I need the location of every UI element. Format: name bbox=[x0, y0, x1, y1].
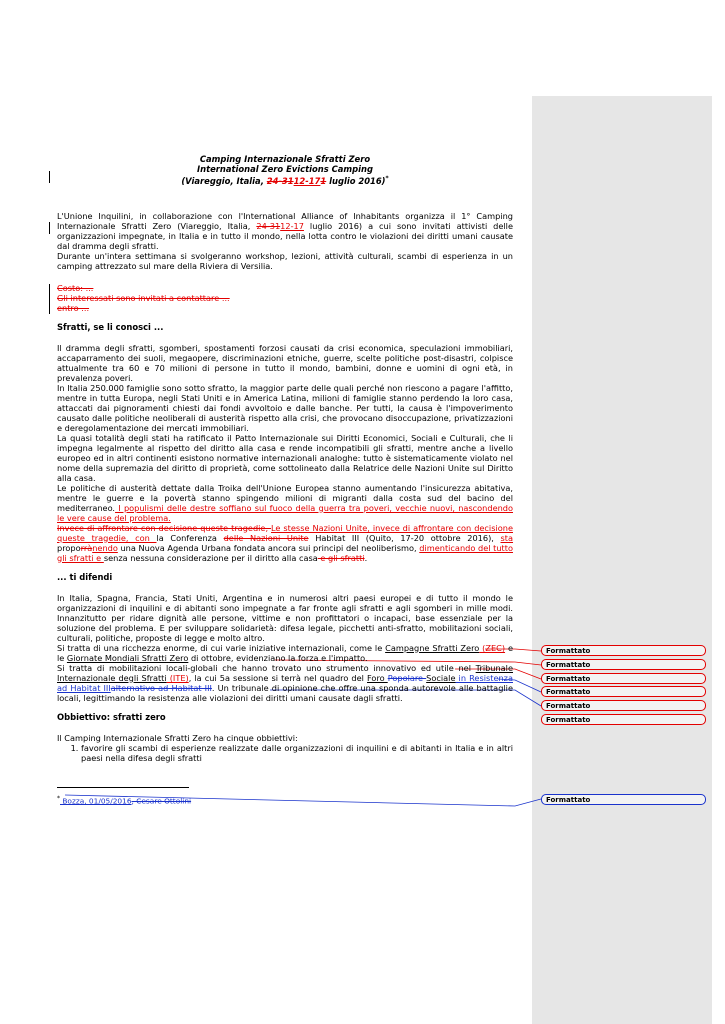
deleted-block: Costo: ... Gli interessati sono invitati a contattare ... entro ... bbox=[57, 282, 230, 313]
intro-paragraph: Durante un'intera settimana si svolgeranno workshop, lezioni, attività culturali, scambi di esperienza in un camping attrezzato sul mare della Riviera di Versilia. bbox=[57, 250, 513, 271]
comment-formattato[interactable]: Formattato bbox=[541, 794, 706, 805]
body-paragraph: Si tratta di mobilitazioni locali-globali che hanno trovato uno strumento innovativo ed utile nel Tribunale Internazionale degli Sfratti (ITE), la cui 5a sessione si terrà nel quadro del Foro Popolare Sociale in Resistenza ad Habitat IIIalternativo ad Habitat III. Un tribunale di opinione che offre una sponda autorevole alle battaglie locali, legittimando la resistenza alle violazioni dei diritti umani causate dagli sfratti. bbox=[57, 662, 513, 703]
section-heading: ... ti difendi bbox=[57, 571, 113, 582]
document-body bbox=[57, 96, 513, 763]
comment-formattato[interactable]: Formattato bbox=[541, 686, 706, 697]
footnote-separator bbox=[57, 787, 189, 788]
body-paragraph: Il dramma degli sfratti, sgomberi, spostamenti forzosi causati da crisi economica, speculazioni immobiliari, accaparramento dei suoli, megaopere, discriminazioni etniche, guerre, scelte politiche post-disastri, colpisce attualmente tra 60 e 70 milioni di persone in tutto il mondo, bambini, donne e uomini di ogni età, in prevalenza poveri. bbox=[57, 342, 513, 383]
body-paragraph: In Italia 250.000 famiglie sono sotto sfratto, la maggior parte delle quali perché non riescono a pagare l'affitto, mentre in tutta Europa, negli Stati Uniti e in America Latina, milioni di famiglie stanno perdendo la loro casa, attaccati dai pignoramenti chiesti dai fondi avvoltoio e dalle banche. Per tutti, la causa è l'impoverimento causato dalle politiche neoliberali di austerità rispetto alla crisi, che provocano disoccupazione, privatizzazioni e deregolamentazione dei mercati immobiliari. bbox=[57, 382, 513, 433]
list-item: 1. favorire gli scambi di esperienze realizzate dalle organizzazioni di inquilini e di abitanti in Italia e in altri paesi nella difesa degli sfratti bbox=[81, 743, 513, 763]
comment-formattato[interactable]: Formattato bbox=[541, 673, 706, 684]
body-paragraph: Si tratta di una ricchezza enorme, di cui varie iniziative internazionali, come le Campagne Sfratti Zero (ZEC) e le Giornate Mondiali Sfratti Zero di ottobre, evidenziano la forza e l'impatto. bbox=[57, 642, 513, 663]
comment-formattato[interactable]: Formattato bbox=[541, 700, 706, 711]
section-heading: Sfratti, se li conosci ... bbox=[57, 321, 164, 332]
title-line-2: International Zero Evictions Camping bbox=[197, 164, 373, 174]
footnote: * Bozza, 01/05/2016, Cesare Ottolini bbox=[57, 795, 192, 806]
body-paragraph: In Italia, Spagna, Francia, Stati Uniti, Argentina e in numerosi altri paesi europei e di tutto il mondo le organizzazioni di inquilini e di abitanti sono impegnate a far fronte agli sfratti e agli sgomberi in mille modi. Innanzitutto per ridare dignità alle persone, vittime e non profittatori o incapaci, base essenziale per la soluzione del problema. E per sviluppare solidarietà: difesa legale, picchetti anti-sfratto, mobilitazioni sociali, culturali, politiche, proposte di legge e molto altro. bbox=[57, 592, 513, 643]
objectives-list bbox=[57, 743, 513, 763]
document-title bbox=[57, 154, 513, 186]
title-line-1: Camping Internazionale Sfratti Zero bbox=[199, 154, 371, 164]
comment-formattato[interactable]: Formattato bbox=[541, 645, 706, 656]
comment-formattato[interactable]: Formattato bbox=[541, 714, 706, 725]
body-paragraph: Il Camping Internazionale Sfratti Zero ha cinque obbiettivi: bbox=[57, 732, 298, 743]
body-paragraph: Le politiche di austerità dettate dalla Troika dell'Unione Europea stanno aumentando l'insicurezza abitativa, mentre le guerre e la povertà stanno spingendo milioni di migranti dalla costa sud del bacino del mediterraneo. I populismi delle destre soffiano sul fuoco della guerra tra poveri, vecchie nuovi, nascondendo le vere cause del problema. bbox=[57, 482, 513, 523]
body-paragraph: La quasi totalità degli stati ha ratificato il Patto Internazionale sui Diritti Economici, Sociali e Culturali, che li impegna legalmente al rispetto del diritto alla casa e rende incompatibili gli sfratti, mentre anche a livello europeo ed in altri continenti esistono normative internazionali analoghe: tutto è sistematicamente violato nel nome della supremazia del diritto di proprietà, come sottolineato dalla Relatrice delle Nazioni Unite sul Diritto alla casa. bbox=[57, 432, 513, 483]
section-heading: Obbiettivo: sfratti zero bbox=[57, 711, 166, 722]
comment-formattato[interactable]: Formattato bbox=[541, 659, 706, 670]
intro-paragraph: L'Unione Inquilini, in collaborazione con l'International Alliance of Inhabitants organizza il 1° Camping Internazionale Sfratti Zero (Viareggio, Italia, 24-3112-17 luglio 2016) a cui sono invitati attivisti delle organizzazioni impegnate, in Italia e in tutto il mondo, nella lotta contro le violazioni dei diritti umani causate dal dramma degli sfratti. bbox=[57, 210, 513, 251]
title-line-3: (Viareggio, Italia, 24-3112-171 luglio 2016)* bbox=[181, 175, 389, 186]
body-paragraph: Invece di affrontare con decisione queste tragedie, Le stesse Nazioni Unite, invece di affrontare con decisione queste tragedie, con la Conferenza delle Nazioni Unite Habitat III (Quito, 17-20 ottobre 2016), sta proporrànendo una Nuova Agenda Urbana fondata ancora sui principi del neoliberismo, dimenticando del tutto gli sfratti e senza nessuna considerazione per il diritto alla casa e gli sfratti. bbox=[57, 522, 514, 563]
